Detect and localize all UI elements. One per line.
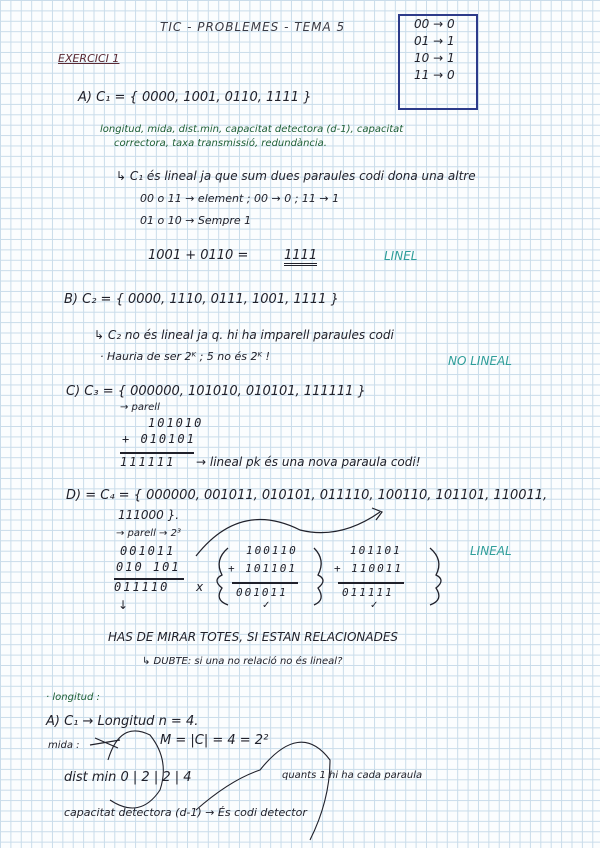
section-d-check-2: ✓ [370, 600, 379, 611]
bottom-quants: quants 1 hi ha cada paraula [282, 770, 423, 781]
section-a-note: ↳ C₁ és lineal ja que sum dues paraules codi dona una altre [116, 169, 476, 183]
section-c-row-1: 101010 [148, 416, 204, 430]
section-d-r2: 010 101 [116, 560, 181, 574]
section-d-n3: 011111 [342, 586, 394, 599]
section-d-code: D) = C₄ = { 000000, 001011, 010101, 011110, 100110, 101101, 110011, [66, 488, 548, 503]
section-d-parell: → parell → 2³ [116, 528, 181, 539]
section-b-note: ↳ C₂ no és lineal ja q. hi ha imparell paraules codi [94, 328, 394, 342]
xor-row: 10 → 1 [414, 51, 455, 65]
section-d-code-2: 111000 }. [118, 508, 180, 522]
section-d-m3: 001011 [236, 586, 288, 599]
section-a-code: A) C₁ = { 0000, 1001, 0110, 1111 } [78, 90, 312, 105]
brace-right-1 [314, 548, 323, 605]
exercise-title: EXERCICI 1 [58, 52, 120, 65]
bottom-mida-label: mida : [48, 740, 80, 751]
section-c-row-2: + 010101 [122, 432, 196, 446]
section-a-sum: 1001 + 0110 = [148, 248, 249, 263]
section-a-sum-result: 1111 [284, 248, 317, 266]
bottom-loop-2 [196, 742, 330, 840]
section-d-x: x [196, 580, 204, 594]
section-d-m1: 100110 [246, 544, 298, 557]
bottom-longitud: · longitud : [46, 692, 100, 703]
section-c-code: C) C₃ = { 000000, 101010, 010101, 111111 } [66, 384, 366, 399]
bullet-properties-1: longitud, mida, dist.min, capacitat detectora (d-1), capacitat [100, 124, 404, 135]
section-d-r1: 001011 [120, 544, 176, 558]
xor-row: 00 → 0 [414, 17, 455, 31]
bottom-mida-value: M = |C| = 4 = 2² [160, 733, 269, 748]
xor-row: 11 → 0 [414, 68, 455, 82]
section-d-n1: 101101 [350, 544, 402, 557]
section-c-row-3: 111111 [120, 455, 176, 469]
section-c-parell: → parell [120, 402, 160, 413]
section-c-note: → lineal pk és una nova paraula codi! [196, 455, 421, 469]
section-a-example-2: 01 o 10 → Sempre 1 [140, 214, 252, 227]
bottom-capacitat: capacitat detectora (d-1) → És codi detector [64, 806, 307, 819]
section-b-code: B) C₂ = { 0000, 1110, 0111, 1001, 1111 } [64, 292, 339, 307]
xor-row: 01 → 1 [414, 34, 455, 48]
section-b-verdict: NO LINEAL [448, 354, 512, 368]
section-a-verdict: LINEL [384, 249, 418, 263]
note-check-all: HAS DE MIRAR TOTES, SI ESTAN RELACIONADES [108, 630, 399, 644]
section-b-note-2: · Hauria de ser 2ᴷ ; 5 no és 2ᴷ ! [100, 350, 270, 363]
note-doubt: ↳ DUBTE: si una no relació no és lineal? [142, 656, 343, 667]
curved-arrow [196, 512, 380, 556]
bottom-loop-1 [108, 731, 163, 808]
bullet-properties-2: correctora, taxa transmissió, redundància. [114, 138, 327, 149]
section-a-example-1: 00 o 11 → element ; 00 → 0 ; 11 → 1 [140, 192, 340, 205]
section-d-m2: + 101101 [228, 562, 297, 575]
brace-left-2 [430, 548, 441, 605]
page-title: TIC - PROBLEMES - TEMA 5 [160, 20, 346, 34]
bottom-length-line: A) C₁ → Longitud n = 4. [46, 714, 199, 729]
section-d-arrow: ↓ [118, 598, 129, 612]
section-d-verdict: LINEAL [470, 544, 512, 558]
section-d-r3: 011110 [114, 580, 170, 594]
brace-left-1 [217, 548, 228, 605]
section-d-check-1: ✓ [262, 600, 271, 611]
section-d-n2: + 110011 [334, 562, 403, 575]
bottom-dist-min: dist min 0 | 2 | 2 | 4 [64, 770, 192, 785]
